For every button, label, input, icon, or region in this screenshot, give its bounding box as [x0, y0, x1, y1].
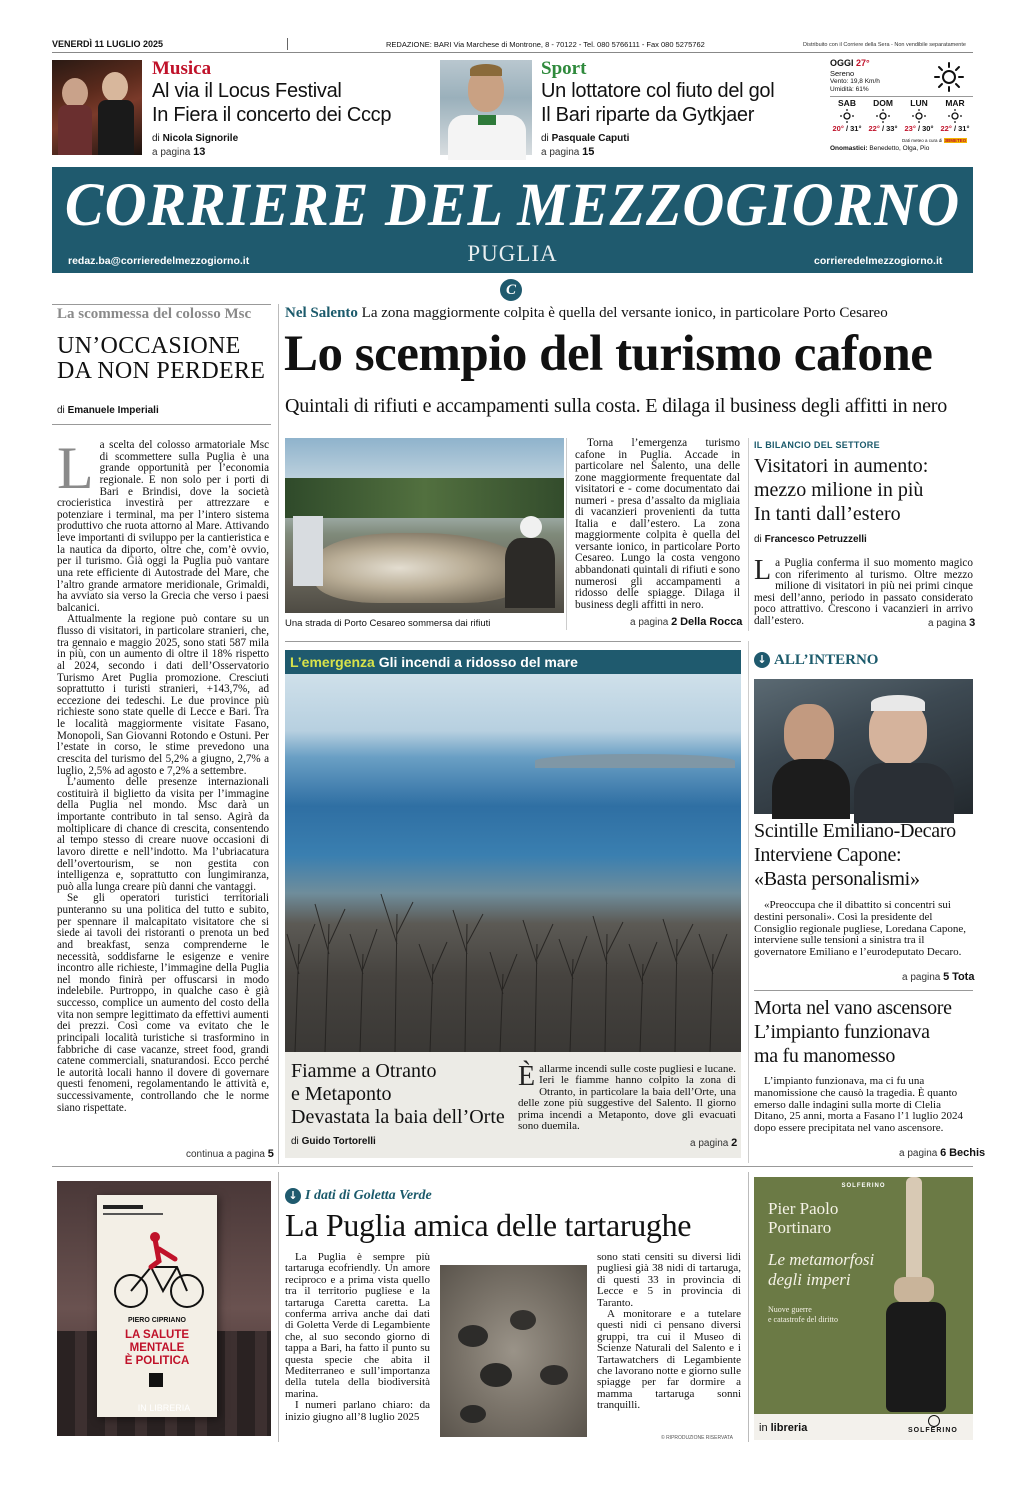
corriere-logo-icon: C: [500, 279, 522, 301]
ad-left-footer: IN LIBRERIA: [137, 1403, 191, 1413]
masthead-title[interactable]: CORRIERE DEL MEZZOGIORNO: [64, 170, 961, 239]
onomastici: Onomastici: Benedetto, Olga, Pio: [830, 145, 930, 152]
date-line: VENERDÌ 11 LUGLIO 2025: [52, 39, 164, 49]
music-teaser-title-1[interactable]: Al via il Locus Festival: [152, 80, 342, 102]
weather-humidity: Umidità: 61%: [830, 86, 869, 93]
ad-right-footer-left: in libreria: [759, 1422, 808, 1434]
fires-title-1[interactable]: Fiamme a Otranto: [291, 1060, 437, 1082]
inside2-body: L’impianto funzionava, ma ci fu una manomissione che causò la tragedia. È quanto emerso dalle indagini sulla morte di Clelia Ditano, 25 anni, morta a Fasano l’1 luglio 2024 dopo essere precipitata nel vano ascensore.: [754, 1075, 963, 1135]
editorial-kicker: La scommessa del colosso Msc: [57, 306, 252, 322]
editorial-title-2[interactable]: DA NON PERDERE: [57, 358, 266, 384]
book-cover: [97, 1195, 217, 1417]
divider: [278, 304, 279, 1164]
sport-teaser-page[interactable]: a pagina 15: [541, 146, 595, 158]
ad-left-author: PIERO CIPRIANO: [128, 1317, 186, 1324]
visitors-byline: di Francesco Petruzzelli: [754, 534, 867, 545]
forecast-day: LUN 23° / 30°: [904, 98, 934, 133]
fires-kicker-text: Gli incendi a ridosso del mare: [378, 654, 578, 670]
inside-photo[interactable]: [754, 679, 973, 814]
lead-photo-caption: Una strada di Porto Cesareo sommersa dai rifiuti: [285, 618, 491, 629]
weather-today-temp: 27°: [856, 58, 870, 68]
lead-page-ref[interactable]: a pagina 2 Della Rocca: [630, 616, 743, 628]
editorial-dropcap: L: [57, 435, 94, 501]
ad-left-title-3: È POLITICA: [124, 1355, 190, 1367]
visitors-body: La Puglia conferma il suo momento magico con riferimento al turismo. Oltre mezzo milione di visitatori in più nei primi cinque mesi dell’anno, periodo in passato considerato poco attrattivo. Crescono i vacanzieri in arrivo dall’estero.: [754, 555, 973, 627]
sun-icon: [912, 109, 926, 123]
inside1-body: «Preoccupa che il dibattito si concentri sui destini personali». Così la presidente del Consiglio regionale pugliese, Loredana Capone, interviene sulle tensioni a sinistra tra il governatore Emiliano e l’eurodeputato Decaro.: [754, 899, 966, 959]
hanging-bag-illustration: [886, 1177, 956, 1417]
divider: [52, 304, 271, 305]
music-teaser-page[interactable]: a pagina 13: [152, 146, 206, 158]
masthead-website[interactable]: corrieredelmezzogiorno.it: [814, 255, 943, 267]
solferino-logo-icon: [928, 1415, 940, 1427]
ad-right-author-2: Portinaro: [768, 1218, 832, 1237]
lead-kicker-text: La zona maggiormente colpita è quella del versante ionico, in particolare Porto Cesareo: [361, 305, 888, 321]
forecast-day: MAR 22° / 31°: [940, 98, 970, 133]
visitors-dropcap: L: [754, 555, 772, 586]
lead-subhead: Quintali di rifiuti e accampamenti sulla costa. E dilaga il business degli affitti in nero: [285, 395, 948, 417]
ad-left-title-2: MENTALE: [129, 1342, 185, 1354]
music-teaser-byline: di Nicola Signorile: [152, 133, 239, 144]
book-ad-left[interactable]: [57, 1181, 271, 1436]
forecast-day: SAB 20° / 31°: [832, 98, 862, 133]
lead-photo[interactable]: [285, 438, 564, 613]
sport-teaser-byline: di Pasquale Caputi: [541, 133, 630, 144]
ad-right-author-1: Pier Paolo: [768, 1199, 839, 1218]
divider: [748, 641, 749, 1163]
divider: [748, 1172, 749, 1442]
divider: [566, 438, 567, 630]
ad-right-title-1: Le metamorfosi: [768, 1250, 875, 1269]
lead-body: Torna l’emergenza turismo cafone in Puglia. Accade in particolare nel Salento, una delle zone maggiormente frequentate dal visitatori e - come documentato dai numeri - presa d’assalto da migliaia di vacanzieri provenienti da tutta Italia e dall’estero. La zona maggiormente colpita è quella del versante ionico, in particolare Porto Cesareo. Lungo la costa vengono abbandonati quintali di rifiuti e sono numerosi gli accampamenti a ridosso delle spiagge. Dilaga il business degli affitti in nero.: [575, 437, 740, 611]
inside2-title-1[interactable]: Morta nel vano ascensore: [754, 997, 952, 1019]
visitors-title-2[interactable]: mezzo milione in più: [754, 479, 924, 501]
top-rule: [52, 52, 973, 53]
masthead-email[interactable]: redaz.ba@corrieredelmezzogiorno.it: [68, 255, 250, 267]
visitors-title-3[interactable]: In tanti dall’estero: [754, 503, 901, 525]
ad-right-footer-right: SOLFERINO: [908, 1427, 958, 1434]
music-teaser-photo[interactable]: [52, 60, 142, 155]
editorial-byline: di Emanuele Imperiali: [57, 405, 159, 416]
divider: [748, 438, 749, 631]
inside1-page-ref[interactable]: a pagina 5 Tota: [902, 971, 975, 983]
editorial-title-1[interactable]: UN’OCCASIONE: [57, 333, 241, 359]
fires-title-3[interactable]: Devastata la baia dell’Orte: [291, 1106, 505, 1128]
turtles-col1: La Puglia è sempre più tartaruga ecofriendly. Un amore reciproco e a prima vista quello tra il territorio pugliese e la tartaruga Caretta caretta. La conferma arriva anche dai dati di Goletta Verde di Legambiente che, al suo secondo giorno di tappa a Bari, ha fatto il punto su questa specie che abita il Mediterraneo e sull’importanza della tutela della biodiversità marina. I numeri parlano chiaro: da inizio giugno all’8 luglio 2025: [285, 1251, 430, 1423]
inside2-title-3[interactable]: ma fu manomesso: [754, 1045, 896, 1067]
lead-headline[interactable]: Lo scempio del turismo cafone: [284, 326, 933, 382]
sun-icon: [876, 109, 890, 123]
inside2-title-2[interactable]: L’impianto funzionava: [754, 1021, 930, 1043]
sport-teaser-title-1[interactable]: Un lottatore col fiuto del gol: [541, 80, 775, 102]
turtles-kicker: I dati di Goletta Verde: [305, 1188, 432, 1203]
sport-teaser-title-2[interactable]: Il Bari riparte da Gytkjaer: [541, 104, 755, 126]
visitors-title-1[interactable]: Visitatori in aumento:: [754, 455, 929, 477]
turtles-col2: sono stati censiti su diversi lidi pugliesi già 38 nidi di tartaruga, di questi 33 in provincia di Lecce e 5 in provincia di Taranto. A monitorare e a tutelare questi nidi ci pensano diversi gruppi, tra cui il Museo di Scienze Naturali del Salento e i Tartawatchers di Legambiente che lavorano notte e giorno sulle spiagge per far dormire a mamma tartaruga sonni tranquilli.: [597, 1251, 741, 1412]
burned-trees: [285, 824, 741, 1052]
weather-box: [830, 58, 973, 156]
sun-icon: [948, 109, 962, 123]
inside-arrow-icon: ↓: [754, 652, 770, 668]
editorial-body: L a scelta del colosso armatoriale Msc di scommettere sulla Puglia è una grande opportunità per l’economia regionale. E non solo per i porti di Bari e Brindisi, dove la società crocieristica investirà per attrezzare e potenziare i terminal, ma per l’intero sistema produttivo che ruota attorno al Mare. Attivando leve importanti di sviluppo per la cantieristica e la nautica da diporto, oltre che, com’è ovvio, per il turismo. Già oggi la Puglia può vantare una rete efficiente di Autostrade del Mare, che l’altro grande armatore meridionale, Grimaldi, ha avviato sia verso la Grecia che verso i paesi balcanici. Attualmente la regione può contare su un flusso di visitatori, in particolare stranieri, che, tra gennaio e maggio 2025, sono stati 587 mila in più, con un aumento di oltre il 18% rispetto al 2024, secondo i dati dell’Osservatorio Turismo Aret Puglia promozione. Cresciuti soprattutto i turisti stranieri, +143,7%, ad eccezione dei tedeschi. Le due province più richieste sono state quelle di Lecce e Bari. Tra le località maggiormente visitate Fasano, Monopoli, San Giovanni Rotondo e Ostuni. Per l’estate in corso, le stime prevedono una crescita del turismo del 5,2% a giugno, 2,7% a luglio, 2,5% ad agosto e 7,2% a settembre. L’aumento delle presenze internazionali costituirà il biglietto da visita per l’immagine della Puglia nel mondo. Msc darà un importante contributo in tal senso. Agirà da moltiplicare di chance di crescita, consentendo al tempo stesso di creare nuove occasioni di lavoro dirette e nell’indotto. Ma l’ubriacatura dell’overtourism, se non gestita con intelligenza e, soprattutto con lungimiranza, può alla lunga creare più danni che vantaggi. Se gli operatori turistici territoriali punteranno su una politica del tutto e subito, per spennare il malcapitato visitatore che si siede ai tavoli dei ristoranti o prenota un bed and breakfast, senza comprenderne le necessità, soddisfarne le esigenze e venire incontro alle richieste, l’immagine della Puglia nel mondo finirà per offuscarsi in modo indelebile. Purtroppo, in qualche caso è già successo, complice un aumento del costo della vita non sempre legittimato da effettivi aumenti dei prezzi. Così come va evitato che le principali località turistiche si trasformino in fabbriche di case vacanze, street food, grandi catene commerciali, snaturandosi. Ecco perché le autorità locali hanno il dovere di governare questi fenomeni, regolamentando le attività e, successivamente, controllando che le norme siano rispettate.: [57, 435, 269, 1114]
inside1-title-2[interactable]: Interviene Capone:: [754, 844, 902, 866]
fires-byline: di Guido Tortorelli: [291, 1136, 376, 1147]
weather-source: Dati meteo a cura di 3BMETEO: [902, 138, 967, 143]
fires-page-ref[interactable]: a pagina 2: [690, 1137, 738, 1149]
ad-right-publisher-top: SOLFERINO: [841, 1183, 886, 1189]
music-section-label: Musica: [152, 58, 212, 79]
inside1-title-3[interactable]: «Basta personalismi»: [754, 868, 920, 890]
inside1-title-1[interactable]: Scintille Emiliano-Decaro: [754, 820, 956, 842]
sun-icon: [840, 109, 854, 123]
masthead-edition: PUGLIA: [467, 241, 558, 266]
bicycle-icon: [111, 1231, 207, 1311]
divider: [52, 424, 271, 425]
turtles-headline[interactable]: La Puglia amica delle tartarughe: [285, 1207, 692, 1243]
turtle-kicker-icon: ↓: [285, 1188, 301, 1204]
fires-title-2[interactable]: e Metaponto: [291, 1083, 392, 1105]
visitors-page-ref[interactable]: a pagina 3: [928, 617, 976, 629]
weather-today-label: OGGI: [830, 58, 854, 68]
editorial-continue[interactable]: continua a pagina 5: [186, 1148, 274, 1160]
sun-icon: [934, 62, 964, 92]
redazione-line: REDAZIONE: BARI Via Marchese di Montrone, 8 - 70122 - Tel. 080 5766111 - Fax 080 5275762: [386, 40, 705, 49]
music-teaser-title-2[interactable]: In Fiera il concerto dei Cccp: [152, 104, 392, 126]
visitors-kicker: IL BILANCIO DEL SETTORE: [754, 440, 880, 450]
sport-section-label: Sport: [541, 58, 587, 79]
ad-right-subtitle-1: Nuove guerre: [768, 1305, 812, 1314]
divider: [52, 1166, 973, 1167]
fires-kicker-line: [290, 654, 578, 670]
fires-photo[interactable]: [285, 674, 741, 1052]
turtles-photo[interactable]: [440, 1265, 587, 1437]
divider: [754, 990, 973, 991]
book-ad-right[interactable]: [754, 1177, 973, 1440]
lead-kicker: Nel Salento: [285, 305, 358, 321]
distribution-line: Distribuito con il Corriere della Sera - Non vendibile separatamente: [803, 42, 966, 48]
inside2-page-ref[interactable]: a pagina 6 Bechis: [899, 1147, 986, 1159]
divider: [278, 1172, 279, 1442]
forecast-day: DOM 22° / 33°: [868, 98, 898, 133]
ad-right-subtitle-2: e catastrofe del diritto: [768, 1315, 838, 1324]
inside-label: ALL’INTERNO: [774, 652, 879, 668]
fires-kicker: L’emergenza: [290, 654, 375, 670]
lead-kicker-line: [285, 305, 888, 322]
sport-teaser-photo[interactable]: [440, 60, 532, 155]
weather-wind: Vento: 19,8 Km/h: [830, 78, 880, 85]
fires-dropcap: È: [518, 1061, 536, 1092]
divider: [285, 641, 741, 642]
divider: [287, 38, 288, 50]
fires-body: Èallarme incendi sulle coste pugliesi e lucane. Ieri le fiamme hanno colpito la zona di Otranto, in particolare la baia dell’Orte, una delle zone più suggestive del Salento. Il giorno prima incendi a Metaponto, dove gli evacuati sono duemila.: [518, 1061, 736, 1133]
weather-condition: Sereno: [830, 69, 855, 78]
turtles-rights: © RIPRODUZIONE RISERVATA: [661, 1435, 733, 1441]
ad-left-title-1: LA SALUTE: [124, 1329, 190, 1341]
ad-right-title-2: degli imperi: [768, 1270, 851, 1289]
